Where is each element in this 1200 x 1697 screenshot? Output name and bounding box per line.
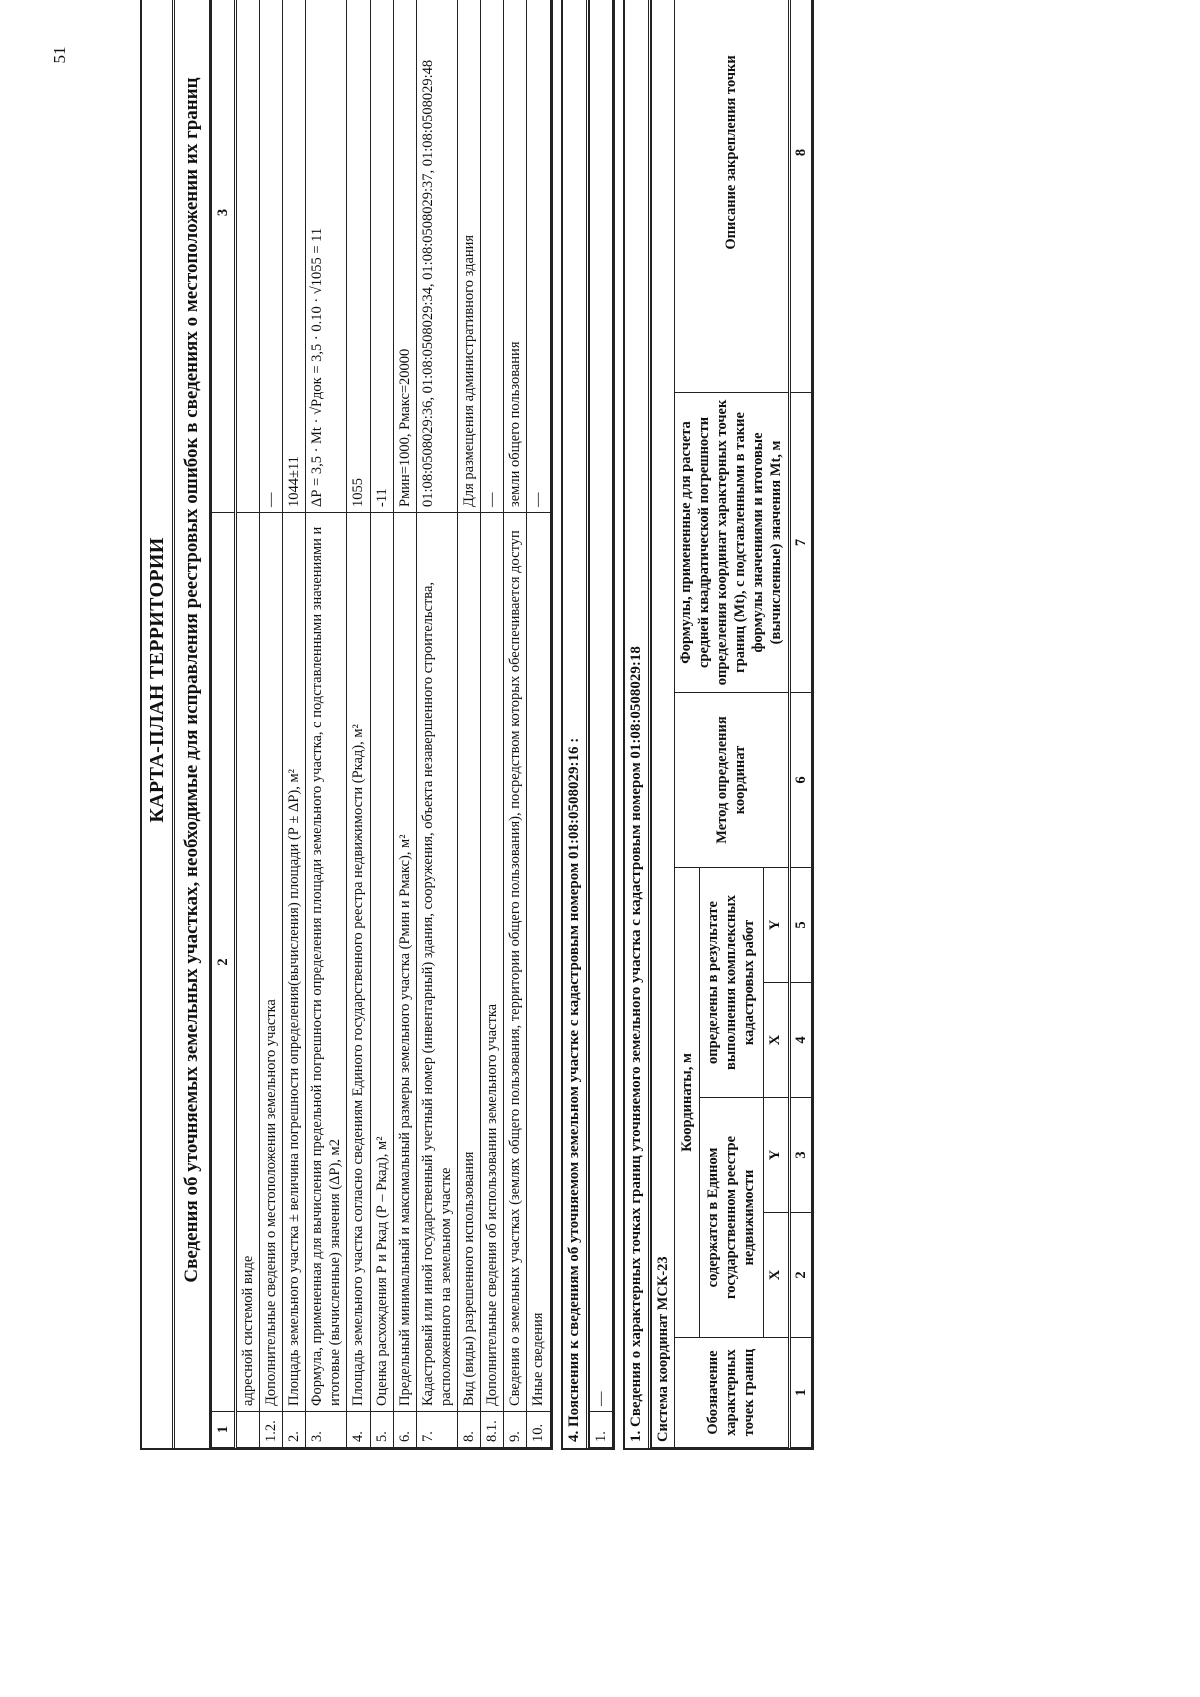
table-row [393, 0, 416, 1448]
row-label: адресной системой виде [235, 513, 259, 1412]
row-num: 9. [504, 1412, 527, 1448]
table-row [504, 0, 527, 1448]
row-value: Для размещения административного здания [458, 0, 481, 513]
row-num: 10. [527, 1412, 550, 1448]
coords-header: Координаты, м [674, 868, 699, 1338]
row-value: 1055 [347, 0, 370, 513]
row-value: — [259, 0, 282, 513]
col-num-2: 2 [789, 1213, 811, 1338]
row-value: ΔР = 3,5 · Mt · √Pдок = 3,5 · 0.10 · √1055 = 11 [306, 0, 347, 513]
col-num-1: 1 [789, 1338, 811, 1448]
table-row [259, 0, 282, 1448]
header-col-2: 2 [211, 513, 235, 1412]
egrn-x-header: Х [763, 1213, 789, 1338]
col-num-8: 8 [789, 0, 811, 392]
table-row [481, 0, 504, 1448]
col-num-5: 5 [789, 868, 811, 983]
coord-system: Система координат МСК-23 [651, 392, 674, 1447]
row-num: 8.1. [481, 1412, 504, 1448]
row-label: Сведения о земельных участках (землях общего пользования, территории общего пользования), посредством которых обеспечивается доступ [504, 513, 527, 1412]
section4-item-text: — [589, 0, 612, 1412]
points-header-row-1 [674, 0, 699, 1448]
col-num-6: 6 [789, 693, 811, 868]
table-row [416, 0, 457, 1448]
row-value: — [527, 0, 550, 513]
row-value: Рмин=1000, Рмакс=20000 [393, 0, 416, 513]
row-num [235, 1412, 259, 1448]
table-header-row [211, 0, 235, 1448]
row-value: 1044±11 [283, 0, 306, 513]
method-header: Метод определения координат [674, 693, 789, 868]
column-numbers-row [789, 0, 811, 1448]
section4-title: 4. Пояснения к сведениям об уточняемом земельном участке с кадастровым номером 01:08:0508029:16 : [563, 0, 589, 1448]
table-row [347, 0, 370, 1448]
row-label: Кадастровый или иной государственный учетный номер (инвентарный) здания, сооружения, объекта незавершенного строительства, расположенного на земельном участке [416, 513, 457, 1412]
col-num-4: 4 [789, 983, 811, 1098]
col-num-7: 7 [789, 392, 811, 692]
row-value: земли общего пользования [504, 0, 527, 513]
row-num: 8. [458, 1412, 481, 1448]
zone-label [651, 0, 674, 392]
row-num: 4. [347, 1412, 370, 1448]
row-label: Вид (виды) разрешенного использования [458, 513, 481, 1412]
row-num: 7. [416, 1412, 457, 1448]
table-row [370, 0, 393, 1448]
row-num: 3. [306, 1412, 347, 1448]
table-row [458, 0, 481, 1448]
main-table-frame [140, 0, 553, 1450]
result-header: определены в результате выполнения комплексных кадастровых работ [699, 868, 763, 1098]
coord-system-row [651, 0, 674, 1448]
row-label: Площадь земельного участка согласно сведениям Единого государственного реестра недвижимости (Ркад), м² [347, 513, 370, 1412]
section4-table [589, 0, 613, 1448]
doc-subtitle: Сведения об уточняемых земельных участках, необходимые для исправления реестровых ошибок в сведениях о местоположении их границ [175, 0, 211, 1448]
row-value: 01:08:0508029:36, 01:08:0508029:34, 01:08:0508029:37, 01:08:0508029:48 [416, 0, 457, 513]
table-row [306, 0, 347, 1448]
page-number: 51 [50, 46, 69, 64]
row-value [235, 0, 259, 513]
points-table [651, 0, 812, 1448]
section1-block [623, 0, 814, 1450]
row-value: — [481, 0, 504, 513]
egrn-y-header: Y [763, 1098, 789, 1213]
section1-title: 1. Сведения о характерных точках границ уточняемого земельного участка с кадастровым номером 01:08:0508029:18 [625, 0, 651, 1448]
result-y-header: Y [763, 868, 789, 983]
section4-block [561, 0, 615, 1450]
row-label: Иные сведения [527, 513, 550, 1412]
row-num: 1.2. [259, 1412, 282, 1448]
row-value: -11 [370, 0, 393, 513]
description-header: Описание закрепления точки [674, 0, 789, 392]
formula-header: Формулы, примененные для расчета средней квадратической погрешности определения координат характерных точек границ (Мt), с подставленными в такие формулы значениями и итоговые (вычисленные) значения Мt, м [674, 392, 789, 692]
row-num: 2. [283, 1412, 306, 1448]
table-row [527, 0, 550, 1448]
point-header: Обозначение характерных точек границ [674, 1338, 789, 1448]
row-num: 5. [370, 1412, 393, 1448]
row-label: Дополнительные сведения об использовании земельного участка [481, 513, 504, 1412]
col-num-3: 3 [789, 1098, 811, 1213]
egrn-header: содержатся в Едином государственном реестре недвижимости [699, 1098, 763, 1338]
rotated-document [140, 0, 1045, 1450]
info-table [211, 0, 551, 1448]
result-x-header: Х [763, 983, 789, 1098]
section4-item-num: 1. [589, 1412, 612, 1448]
row-num: 6. [393, 1412, 416, 1448]
section4-item [589, 0, 612, 1448]
row-label: Дополнительные сведения о местоположении земельного участка [259, 513, 282, 1412]
doc-title: КАРТА-ПЛАН ТЕРРИТОРИИ [142, 0, 175, 1448]
header-col-3: 3 [211, 0, 235, 513]
table-row [235, 0, 259, 1448]
row-label: Площадь земельного участка ± величина погрешности определения(вычисления) площади (Р ± ΔР), м² [283, 513, 306, 1412]
row-label: Оценка расхождения Р и Ркад (Р – Ркад), м² [370, 513, 393, 1412]
row-label: Формула, примененная для вычисления предельной погрешности определения площади земельного участка, с подставленными значениями и итоговые (вычисленные) значения (ΔР), м2 [306, 513, 347, 1412]
table-row [283, 0, 306, 1448]
header-col-1: 1 [211, 1412, 235, 1448]
row-label: Предельный минимальный и максимальный размеры земельного участка (Рмин и Рмакс), м² [393, 513, 416, 1412]
